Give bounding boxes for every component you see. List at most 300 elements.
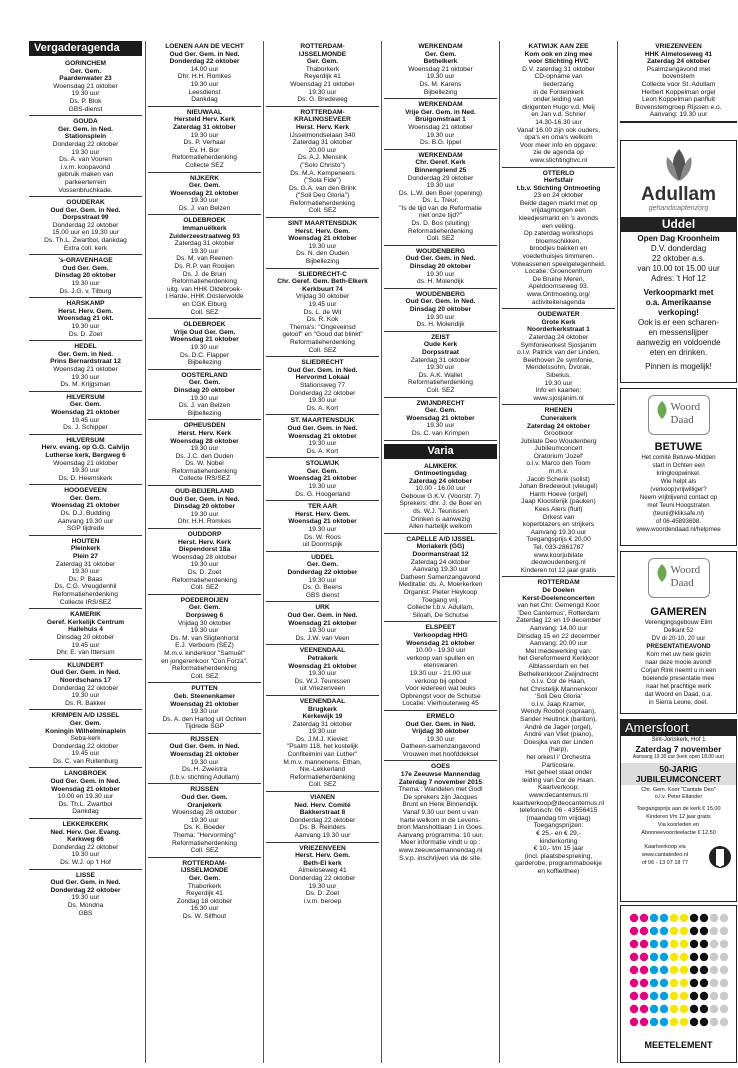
entry-line: Oud Ger. Gem. in Ned. <box>287 366 358 374</box>
ad-line: Toegangsprijs aan de kerk € 15,00 <box>636 806 721 812</box>
entry-line: Apeldoornseweg 93. <box>528 283 589 291</box>
agenda-entry <box>502 309 615 405</box>
ad-line: Pinnen is mogelijk! <box>645 362 712 371</box>
entry-place: KRIMPEN A/D IJSSEL <box>51 712 120 720</box>
entry-line: Zaterdag 31 oktober <box>292 139 353 147</box>
entry-line: en jongerenkoor "Con Forza". <box>161 657 248 665</box>
entry-line: ("Sola Fide") <box>304 177 341 185</box>
entry-line: Coll. SEZ <box>190 847 219 855</box>
entry-line: Woensdag 21 oktober <box>170 700 239 708</box>
entry-place: HOUTEN <box>71 537 100 545</box>
entry-line: Woensdag 21 oktober <box>170 751 239 759</box>
entry-place: NIEUWAAL <box>186 108 223 116</box>
entry-line: Zaterdag 24 oktober <box>528 333 589 341</box>
agenda-entry <box>148 420 261 486</box>
entry-place: OUDEWATER <box>537 311 580 319</box>
entry-line: gebruik maken van <box>57 171 114 179</box>
entry-line: Dorpsstraat 99 <box>62 214 109 222</box>
entry-line: Ds. W. Silfhout <box>182 912 227 920</box>
color-dot <box>659 953 667 961</box>
entry-line: Jubileumconcert <box>534 445 583 453</box>
entry-line: Info en kaarten: <box>535 387 582 395</box>
entry-line: Ds. C.G. Vreugdenhil <box>54 583 117 591</box>
entry-line: Stationsplein <box>64 133 107 141</box>
entry-place: OOSTERLAND <box>181 371 228 379</box>
entry-line: Oud Ger. Gem. in Ned. <box>405 720 476 728</box>
cantate-deo-logo-icon <box>708 841 732 873</box>
entry-line: 19.30 uur <box>308 728 337 736</box>
entry-line: Woensdag 21 oktober <box>290 80 355 88</box>
entry-line: Ger. Gem. <box>69 67 102 75</box>
entry-line: (maandag t/m vrijdag) <box>526 814 591 822</box>
color-dot <box>699 927 707 935</box>
entry-line: Zondag 18 oktober <box>176 897 233 905</box>
entry-line: in de Fonteinkerk <box>533 88 584 96</box>
entry-line: Oud Ger. Gem. in Ned. <box>405 298 476 306</box>
entry-line: 19.30 uur <box>190 561 219 569</box>
entry-line: Nw.-Lekkerland <box>299 766 346 774</box>
entry-line: Ds. G. Bredeweg <box>297 96 348 104</box>
ad-line: en messenslijper <box>648 328 709 337</box>
ad-line: 22 oktober a.s. <box>652 254 705 263</box>
agenda-entry <box>29 768 142 819</box>
entry-line: Aanvang: 19.30 uur <box>649 111 708 119</box>
color-dot <box>629 979 637 987</box>
agenda-column-4 <box>384 41 497 864</box>
entry-line: 20.00 uur <box>308 146 337 154</box>
entry-line: Particolare. <box>541 761 576 769</box>
entry-line: Ds. Mondria <box>67 901 104 909</box>
entry-line: verkoop bij opbod <box>414 677 467 685</box>
entry-line: Ger. Gem. <box>188 874 221 882</box>
entry-line: 'Deo Cantemus', Rotterdam <box>518 609 599 617</box>
entry-line: Ds. L. Treur: <box>422 197 459 205</box>
entry-line: Ds. H. Molendijk <box>416 321 465 329</box>
entry-line: Dinsdag 15 en 22 december <box>517 632 600 640</box>
entry-line: Bethelkerkkoor Zwijndrecht <box>518 670 599 678</box>
color-dot <box>709 927 717 935</box>
entry-line: Chr. Geref. Kerk <box>415 159 466 167</box>
agenda-entry <box>266 645 379 696</box>
color-dot <box>709 992 717 1000</box>
entry-line: Volwassenen speelgelegenheid. <box>511 260 606 268</box>
entry-line: Ger. Gem. <box>69 494 102 502</box>
meetelement-title: MEETELEMENT <box>644 1040 713 1050</box>
entry-place: ST. MAARTENSDIJK <box>290 417 355 425</box>
adullam-logo-text: Adullam <box>641 184 716 205</box>
entry-place: TER AAR <box>307 503 338 511</box>
entry-line: Ds. D. Zoet <box>187 569 222 576</box>
entry-line: telefonisch: 06 - 43556415 <box>519 807 598 815</box>
entry-line: Dankdag <box>72 808 99 816</box>
color-dot <box>719 966 727 974</box>
agenda-entry <box>148 370 261 421</box>
entry-line: Reformatieherdenking <box>172 665 237 673</box>
entry-line: € 10,- t/m 15 jaar <box>533 845 584 853</box>
color-dot <box>629 1018 637 1026</box>
entry-place: KAMERIK <box>70 611 101 619</box>
entry-line: Herst. Herv. Gem. <box>295 510 350 518</box>
entry-line: € 25,- en € 29,- <box>536 829 581 837</box>
entry-line: Aanvang programma: 10 uur. <box>397 831 484 839</box>
entry-line: Ds. R.P. van Rooijen <box>174 263 235 271</box>
entry-line: HHK Almeloseweg 41 <box>644 50 713 58</box>
ad-line: o.a. Amerikaanse <box>645 298 712 307</box>
woord-en-daad-logo-icon <box>648 558 710 598</box>
entry-line: uitg. van HHK Oldebroek- <box>166 285 243 293</box>
entry-line: Thema : Wandelen met God! <box>398 786 483 794</box>
entry-line: Datheen-samenzangavond <box>400 743 481 751</box>
entry-place: HARSKAMP <box>66 300 105 308</box>
entry-line: Aanvang: 14.00 uur <box>529 624 588 632</box>
color-dot <box>639 940 647 948</box>
entry-line: Coll. SEZ <box>190 672 219 680</box>
color-dot <box>699 992 707 1000</box>
entry-line: 14.30-16.30 uur <box>535 118 582 126</box>
color-dot <box>719 1018 727 1026</box>
ad-line: met Teuni Hoogstraten <box>647 502 710 509</box>
entry-line: 17e Zeeuwse Mannendag <box>400 771 481 779</box>
entry-line: Allen hartelijk welkom <box>408 523 473 531</box>
entry-line: Woensdag 21 oktober <box>406 414 475 422</box>
entry-line: Sander Heutinck (bariton), <box>520 716 597 724</box>
entry-line: Toegangsprijs € 20,00 <box>526 536 591 544</box>
entry-line: Woensdag 21 oktober <box>51 785 120 793</box>
entry-line: Cunerakerk <box>540 414 577 422</box>
ad-line: kringloopwinkel. <box>656 470 701 477</box>
ad-line: Adres: 't Hof 12 <box>651 274 706 283</box>
entry-line: Beethoven 2e symfonie, <box>523 356 594 364</box>
entry-line: Ger. Gem. <box>188 604 221 612</box>
logo-word: Woord <box>670 564 701 576</box>
entry-line: het Gereformeerd Kerkkoor <box>518 655 599 663</box>
entry-line: Ds. D. Bos (sluiting) <box>411 220 470 228</box>
entry-line: Ger. Gem. <box>306 561 339 569</box>
agenda-entry <box>29 341 142 392</box>
color-dot <box>689 1005 697 1013</box>
entry-line: o.l.v. Marco den Toom <box>526 460 591 468</box>
entry-line: uit Vriezenveen <box>299 685 346 693</box>
entry-line: Ds. K. Boeder <box>183 824 226 832</box>
entry-place: GOUDA <box>73 118 98 126</box>
column-rule <box>381 41 382 1063</box>
entry-line: Herv. evang. op G.G. Calvijn <box>41 444 130 452</box>
color-dot <box>699 1005 707 1013</box>
agenda-entry <box>148 734 261 785</box>
entry-line: Tijdrede SGP <box>184 723 225 731</box>
entry-line: Dinsdag 20 oktober <box>173 503 236 511</box>
color-dot <box>709 1005 717 1013</box>
entry-line: Oud Ger. Gem. in Ned. <box>50 206 121 214</box>
entry-line: Symfonieorkest Sjosjanim <box>520 341 597 349</box>
entry-line: voederhuisjes timmeren. <box>522 253 595 261</box>
entry-line: Woensdag 28 oktober <box>170 437 239 445</box>
entry-line: Vossenbruchkade. <box>58 186 113 194</box>
entry-line: Vanaf 9.30 uur bent u van <box>402 809 479 817</box>
entry-line: Donderdag 22 oktober <box>289 874 356 882</box>
agenda-column-2 <box>148 41 261 923</box>
agenda-entry <box>29 255 142 298</box>
ad-line: Kinderen t/m 12 jaar gratis <box>646 814 711 820</box>
entry-place: VEENENDAAL <box>299 697 346 705</box>
column-rule <box>263 41 264 1063</box>
agenda-entry <box>266 552 379 603</box>
entry-line: Wendy Roobol (sopraan), <box>520 708 596 716</box>
agenda-entry <box>384 398 497 441</box>
agenda-entry <box>384 622 497 711</box>
entry-line: Doesjka van der Linden <box>523 738 594 746</box>
entry-line: Kerst-Doelenconcerten <box>522 594 595 602</box>
entry-line: activiteitenagenda <box>531 298 586 306</box>
ad-line: eten en drinken. <box>649 348 708 357</box>
entry-line: 19.30 uur <box>71 692 100 700</box>
agenda-entry <box>148 784 261 857</box>
entry-line: voor Stichting HVC <box>528 58 589 66</box>
entry-line: Coll. SEZ <box>190 584 219 592</box>
section-header-varia: Varia <box>384 444 497 459</box>
entry-line: bovenstem <box>662 73 695 81</box>
entry-line: Woensdag 21 oktober <box>51 408 120 416</box>
entry-line: 19.30 uur <box>308 882 337 890</box>
entry-line: De sprekers zijn Jacques <box>403 793 478 801</box>
entry-line: Immanuëlkerk <box>182 225 227 233</box>
entry-line: Ds. G. Beens <box>302 584 343 592</box>
entry-line: Donderdag 22 oktober <box>52 742 119 750</box>
entry-line: t Harde, HHK Oosterwolde <box>165 293 244 301</box>
ad-line: o.l.v. Peter Eilander <box>654 794 703 800</box>
agenda-entry <box>266 843 379 908</box>
entry-line: Chr. Geref. Gem. Beth-Elkerk <box>277 278 368 286</box>
ad-line: aanwezig en voldoende <box>636 338 721 347</box>
ad-line: Verkoopmarkt met <box>643 288 714 297</box>
entry-line: André van Vliet (piano), <box>524 731 593 739</box>
entry-line: koperblazers en strijkers <box>522 521 595 529</box>
color-dot <box>669 927 677 935</box>
entry-line: Ger. Gem. <box>424 407 457 415</box>
entry-line: Ds. J.M.J. Kieviet: <box>296 735 349 743</box>
entry-line: Ds. C. van Krimpen <box>411 429 470 437</box>
entry-line: Ger. Gem. <box>306 467 339 475</box>
entry-line: Zaterdag 12 en 19 december <box>515 617 602 625</box>
color-dot <box>629 927 637 935</box>
color-dot <box>659 966 667 974</box>
entry-line: 19.30 uur <box>71 148 100 156</box>
entry-line: Kees Alers (fluit) <box>534 506 583 514</box>
ad-line: Verenigingsgebouw Elim <box>644 619 713 626</box>
ad-line: Ook is er een scharen- <box>638 318 719 327</box>
color-dot <box>669 914 677 922</box>
entry-line: Seba-kerk <box>70 735 101 743</box>
entry-line: CD-opname van <box>534 73 583 81</box>
agenda-entry <box>502 577 615 877</box>
entry-line: Kom ook en zing mee <box>524 50 593 58</box>
agenda-entry <box>29 609 142 660</box>
entry-line: onder leiding van <box>533 96 584 104</box>
entry-line: Grote Kerk <box>541 318 576 326</box>
color-dot <box>649 953 657 961</box>
entry-line: 19.30 uur <box>308 670 337 678</box>
entry-line: Vanaf 16.00 zijn ook ouders, <box>516 126 601 134</box>
entry-line: Voor iedereen wat leuks <box>405 685 476 693</box>
entry-line: Oud Ger. Gem. in Ned. <box>169 743 240 751</box>
entry-line: Jubilate Deo Woudenberg <box>520 437 597 445</box>
entry-line: Dhr. H.H. Romkes <box>177 73 232 81</box>
entry-line: Oratorium 'Jozef' <box>533 452 584 460</box>
agenda-entry <box>384 761 497 864</box>
entry-place: ROTTERDAM- <box>182 859 227 867</box>
entry-line: www.Ontmoeting.org/ <box>526 291 591 298</box>
entry-line: Oud Ger. Gem. in Ned. <box>50 778 121 786</box>
color-dot <box>669 992 677 1000</box>
entry-line: 19.30 uur <box>308 88 337 96</box>
color-dot <box>709 940 717 948</box>
entry-place: LEKKERKERK <box>62 821 109 829</box>
entry-line: Woensdag 21 oktober <box>288 432 357 440</box>
entry-line: Ds. J. de Bruin <box>182 270 227 278</box>
entry-line: Oud Ger. Gem. in Ned. <box>169 495 240 503</box>
entry-line: 19.30 uur <box>426 735 455 743</box>
entry-line: 19.30 uur <box>190 445 219 453</box>
entry-line: Ds. D.C. Flapper <box>179 351 230 359</box>
entry-line: (harp), <box>548 746 569 754</box>
entry-line: Ger. Gem. in Ned. <box>58 125 113 133</box>
entry-line: Donderdag 22 oktober <box>52 684 119 692</box>
entry-place: ROTTERDAM- <box>300 43 345 50</box>
ad-line: in Sierra Leone, doet. <box>648 699 709 706</box>
agenda-column-1 <box>29 41 142 919</box>
color-dot <box>689 1018 697 1026</box>
color-dot <box>639 1005 647 1013</box>
entry-line: Dhr. E. van Ittersum <box>56 649 115 657</box>
entry-line: Dinsdag 20 oktober <box>409 263 472 271</box>
entry-line: Bakkerstraat 8 <box>299 809 346 817</box>
entry-line: 19.45 uur <box>308 301 337 308</box>
entry-line: 19.30 uur <box>308 483 337 491</box>
ad-line: 50-JARIG <box>659 764 698 774</box>
adullam-logo-icon <box>659 147 699 185</box>
entry-line: Woensdag 21 oktober <box>406 639 475 647</box>
entry-line: 19.30 uur <box>544 379 573 387</box>
entry-line: Drinken is aanwezig <box>410 515 470 523</box>
entry-line: Opbrengst voor de Schutse <box>400 692 481 700</box>
entry-line: M.m.v. mannenens. Ethan, <box>283 758 362 766</box>
entry-place: WERKENDAM <box>418 151 463 159</box>
logo-word: Woord <box>670 401 701 413</box>
entry-line: Paardenwater 23 <box>59 75 112 83</box>
entry-line: t.b.v. Stichting Ontmoeting <box>516 184 601 192</box>
entry-line: Binnengriend 25 <box>414 166 467 174</box>
agenda-entry <box>266 602 379 645</box>
color-dot <box>629 966 637 974</box>
agenda-entry <box>148 41 261 107</box>
entry-line: kleedjesmarkt en 's avonds <box>518 215 599 223</box>
agenda-entry <box>266 696 379 792</box>
entry-line: een veiling. <box>541 222 576 230</box>
ad-line: van 10.00 tot 15.00 uur <box>637 264 720 273</box>
entry-place: HILVERSUM <box>66 436 105 444</box>
entry-line: Reformatieherdenking <box>290 773 355 781</box>
entry-line: Zaterdag 31 oktober <box>410 356 471 364</box>
color-dot <box>679 966 687 974</box>
entry-line: Almeloseweg 41 <box>298 867 347 875</box>
color-dot <box>719 979 727 987</box>
color-dot <box>689 966 697 974</box>
entry-line: Oud Ger. Gem. in Ned. <box>50 879 121 887</box>
entry-line: Ev. H. Bor <box>189 146 220 154</box>
color-dot <box>709 1018 717 1026</box>
color-dot <box>679 979 687 987</box>
entry-place: ERMELO <box>426 712 455 720</box>
entry-line: kaartverkoop@deocantemus.nl <box>512 799 605 807</box>
entry-line: Kerkweg 66 <box>67 836 104 844</box>
agenda-entry <box>29 485 142 536</box>
entry-line: 19.30 uur <box>426 131 455 139</box>
entry-line: Ds. C. van Ruitenburg <box>53 757 118 765</box>
entry-line: Jaap Kloosterijk (pauken) <box>521 498 596 506</box>
color-dot <box>679 914 687 922</box>
entry-line: Donderdag 22 oktober <box>50 886 121 894</box>
ad-line: (verkoop)vrijwilliger? <box>650 486 707 493</box>
ad-line: JUBILEUMCONCERT <box>635 774 722 784</box>
entry-line: Woensdag 21 oktober <box>408 65 473 73</box>
entry-line: Ds. M. van Sligtenhorst <box>170 634 239 642</box>
entry-line: Zaterdag 31 oktober <box>172 123 237 131</box>
entry-line: Sprekers: dhr. J. de Boer en <box>399 500 482 508</box>
entry-line: Dinsdag 20 oktober <box>54 272 117 280</box>
ad-line: www.woordendaad.nl/helpmee <box>636 526 721 533</box>
entry-line: Psalmzangavond met <box>646 65 711 73</box>
ad-line: Sint-Joriskerk, Hof 1 <box>651 737 706 743</box>
entry-line: Sibelius. <box>546 371 571 379</box>
agenda-entry <box>29 435 142 486</box>
ad-line: Het comité Betuwe-Midden <box>641 454 716 461</box>
color-dot <box>679 953 687 961</box>
agenda-entry <box>384 289 497 332</box>
entry-place: GOUDERAK <box>66 199 105 207</box>
ad-line: start in Ochten een <box>652 462 705 469</box>
color-dot <box>629 914 637 922</box>
entry-line: 19.30 uur <box>190 197 219 205</box>
entry-line: 10.00 en 19.30 uur <box>57 793 114 801</box>
entry-line: Ds. J. Schipper <box>63 424 108 432</box>
ad-line: PRESENTATIEAVOND <box>646 643 711 650</box>
entry-place: SLIEDRECHT-C <box>298 270 347 278</box>
entry-line: Brugkerk <box>308 705 337 713</box>
entry-line: Dhr. H.H. Romkes <box>177 518 232 526</box>
entry-place: VRIEZENVEEN <box>655 43 702 50</box>
entry-line: Woensdag 21 okt. <box>57 315 114 323</box>
color-dot <box>689 940 697 948</box>
entry-line: Woensdag 21 oktober <box>53 82 118 90</box>
entry-line: Dinsdag 20 oktober <box>173 386 236 394</box>
entry-line: De Doelen <box>542 586 575 594</box>
entry-place: KATWIJK AAN ZEE <box>528 43 589 50</box>
entry-line: Petrakerk <box>307 654 338 662</box>
entry-line: Leon Koppelman panfluit <box>642 96 715 104</box>
entry-line: Verkoopdag HHG <box>413 631 468 639</box>
entry-line: Bovenstemgroep Rijssen e.o. <box>635 103 722 111</box>
entry-line: Reformatieherdenking <box>172 839 237 847</box>
agenda-entry <box>266 792 379 843</box>
color-dot <box>689 927 697 935</box>
entry-line: Organist: Pieter Heykoop <box>403 589 478 596</box>
entry-line: 19.45 uur <box>71 641 100 649</box>
entry-line: D.V. zaterdag 31 oktober <box>522 65 595 73</box>
agenda-entry <box>29 870 142 920</box>
entry-line: Ds. A. van Vooren <box>59 156 112 164</box>
entry-line: Toegang vrij. <box>421 596 460 604</box>
entry-place: SINT MAARTENSDIJK <box>287 220 358 228</box>
